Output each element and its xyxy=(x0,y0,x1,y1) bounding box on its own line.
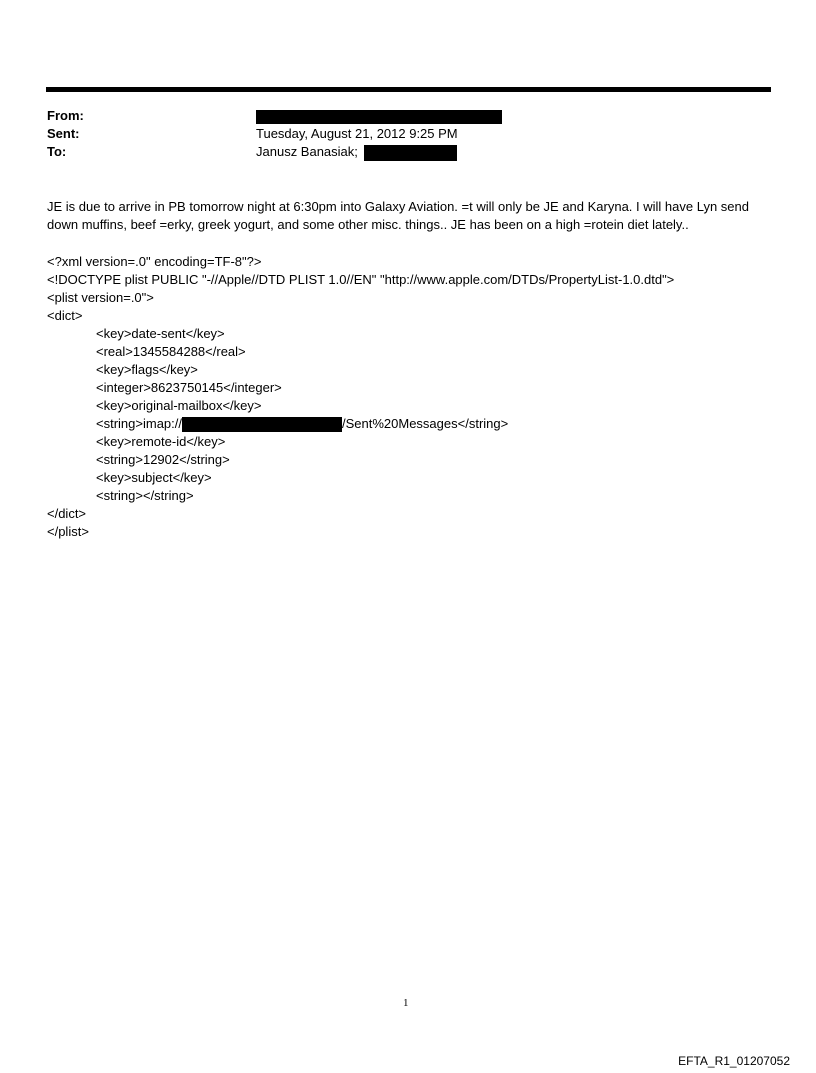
from-value xyxy=(256,108,502,124)
to-recipient: Janusz Banasiak; xyxy=(256,144,358,159)
xml-line: <key>remote-id</key> xyxy=(96,434,226,449)
xml-block xyxy=(47,253,674,541)
redaction-imap xyxy=(182,417,342,432)
xml-line: <string>12902</string> xyxy=(96,452,230,467)
xml-line: <key>subject</key> xyxy=(96,470,212,485)
page-number: 1 xyxy=(403,997,409,1009)
xml-line: <string></string> xyxy=(96,488,194,503)
xml-line: <!DOCTYPE plist PUBLIC "-//Apple//DTD PLIST 1.0//EN" "http://www.apple.com/DTDs/PropertyList-1.0.dtd"> xyxy=(47,272,675,287)
xml-line: <key>original-mailbox</key> xyxy=(96,398,262,413)
xml-line: <key>date-sent</key> xyxy=(96,326,225,341)
top-rule xyxy=(46,87,771,92)
redaction-to xyxy=(364,145,457,161)
bates-number: EFTA_R1_01207052 xyxy=(678,1054,790,1068)
xml-line: <key>flags</key> xyxy=(96,362,198,377)
xml-line: </dict> xyxy=(47,506,87,521)
sent-label: Sent: xyxy=(47,126,80,141)
to-label: To: xyxy=(47,144,67,159)
xml-line: <plist version=.0"> xyxy=(47,290,154,305)
xml-line: <dict> xyxy=(47,308,83,323)
imap-suffix: /Sent%20Messages</string> xyxy=(342,416,509,431)
xml-line: <real>1345584288</real> xyxy=(96,344,246,359)
to-value xyxy=(256,144,457,161)
xml-line: <?xml version=.0" encoding=TF-8"?> xyxy=(47,254,262,269)
sent-value: Tuesday, August 21, 2012 9:25 PM xyxy=(256,126,458,141)
xml-line: <integer>8623750145</integer> xyxy=(96,380,282,395)
imap-prefix: <string>imap:// xyxy=(96,416,182,431)
from-label: From: xyxy=(47,108,84,123)
xml-line: </plist> xyxy=(47,524,89,539)
message-paragraph: JE is due to arrive in PB tomorrow night at 6:30pm into Galaxy Aviation. =t will only be JE and Karyna. I will have Lyn send down muffins, beef =erky, greek yogurt, and some other misc. things.. JE has been on a high =rotein diet lately.. xyxy=(47,199,749,232)
redaction-from xyxy=(256,110,502,124)
xml-line xyxy=(47,415,674,433)
